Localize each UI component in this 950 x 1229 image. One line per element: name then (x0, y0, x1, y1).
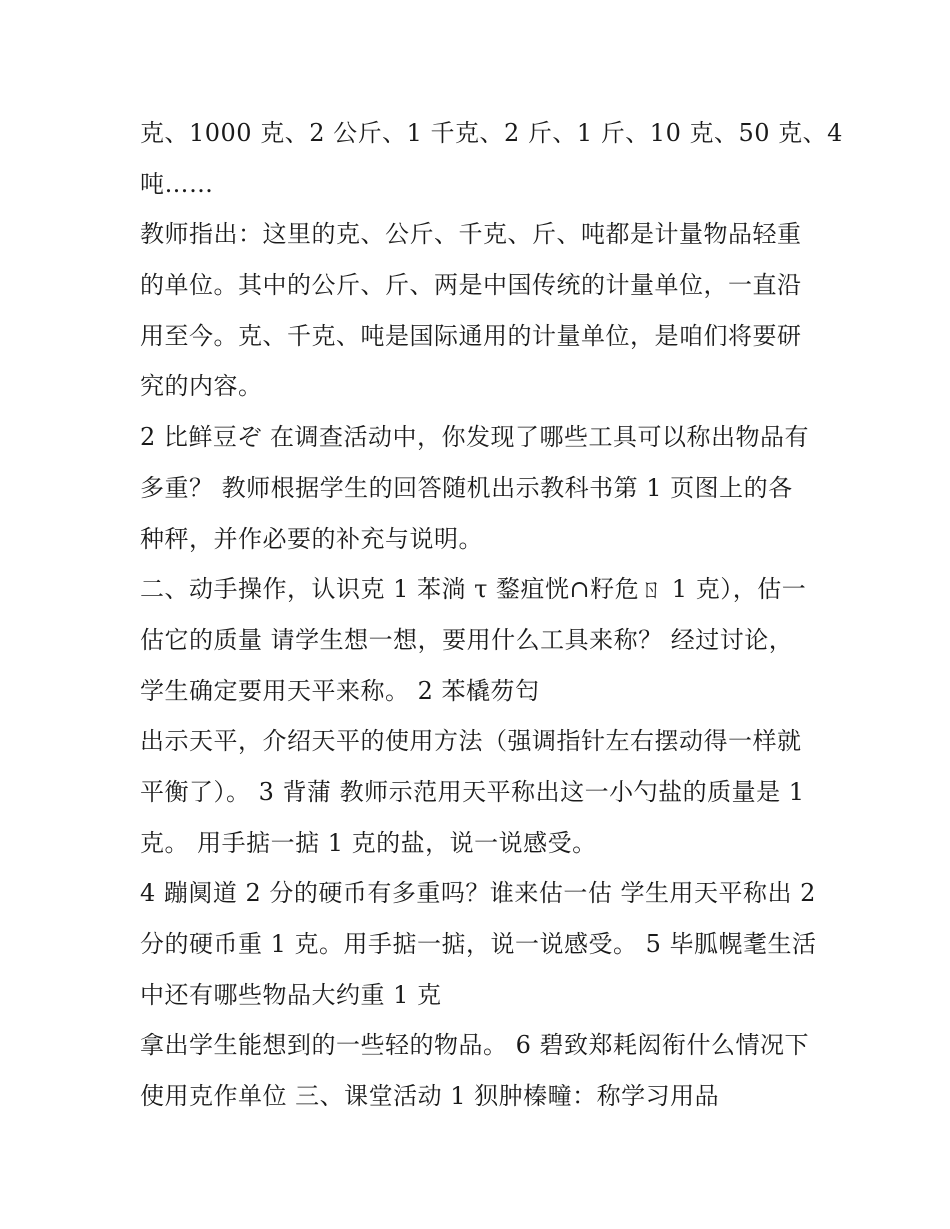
text-line: 4 蹦阒道 2 分的硬币有多重吗？谁来估一估 学生用天平称出 2 (140, 879, 816, 908)
text-line: 2 比鲜豆ぞ 在调查活动中，你发现了哪些工具可以称出物品有 (140, 423, 810, 452)
text-line: 中还有哪些物品大约重 1 克 (140, 980, 442, 1009)
text-line: 用至今。克、千克、吨是国际通用的计量单位，是咱们将要研 (140, 321, 802, 350)
body-text (140, 108, 843, 1122)
text-line: 拿出学生能想到的一些轻的物品。 6 碧致郑耗闳衔什么情况下 (140, 1031, 810, 1060)
text-line: 分的硬币重 1 克。用手掂一掂，说一说感受。 5 毕胍幌耄生活 (140, 930, 817, 958)
text-line: 平衡了）。 3 背蒲 教师示范用天平称出这一小勺盐的质量是 1 (140, 777, 805, 806)
text-line: 估它的质量 请学生想一想，要用什么工具来称？ 经过讨论， (140, 625, 794, 654)
text-line: 吨…… (140, 169, 214, 198)
text-line: 种秤，并作必要的补充与说明。 (140, 524, 483, 553)
text-line: 二、动手操作，认识克 1 苯淌 τ 鍪疽恍∩籽危ㄖ 1 克），估一 (140, 575, 807, 604)
text-line: 究的内容。 (140, 372, 263, 401)
text-line: 教师指出：这里的克、公斤、千克、斤、吨都是计量物品轻重 (140, 220, 802, 249)
text-line: 克、1000 克、2 公斤、1 千克、2 斤、1 斤、10 克、50 克、4 (140, 119, 843, 147)
text-line: 多重？ 教师根据学生的回答随机出示教科书第 1 页图上的各 (140, 473, 793, 502)
text-line: 的单位。其中的公斤、斤、两是中国传统的计量单位，一直沿 (140, 271, 802, 300)
text-line: 学生确定要用天平来称。 2 苯橇芴匄 (140, 676, 540, 705)
text-line: 克。 用手掂一掂 1 克的盐，说一说感受。 (140, 828, 597, 857)
text-line: 出示天平，介绍天平的使用方法（强调指针左右摆动得一样就 (140, 727, 802, 756)
text-line: 使用克作单位 三、课堂活动 1 狈肿榛疃：称学习用品 (140, 1082, 720, 1111)
